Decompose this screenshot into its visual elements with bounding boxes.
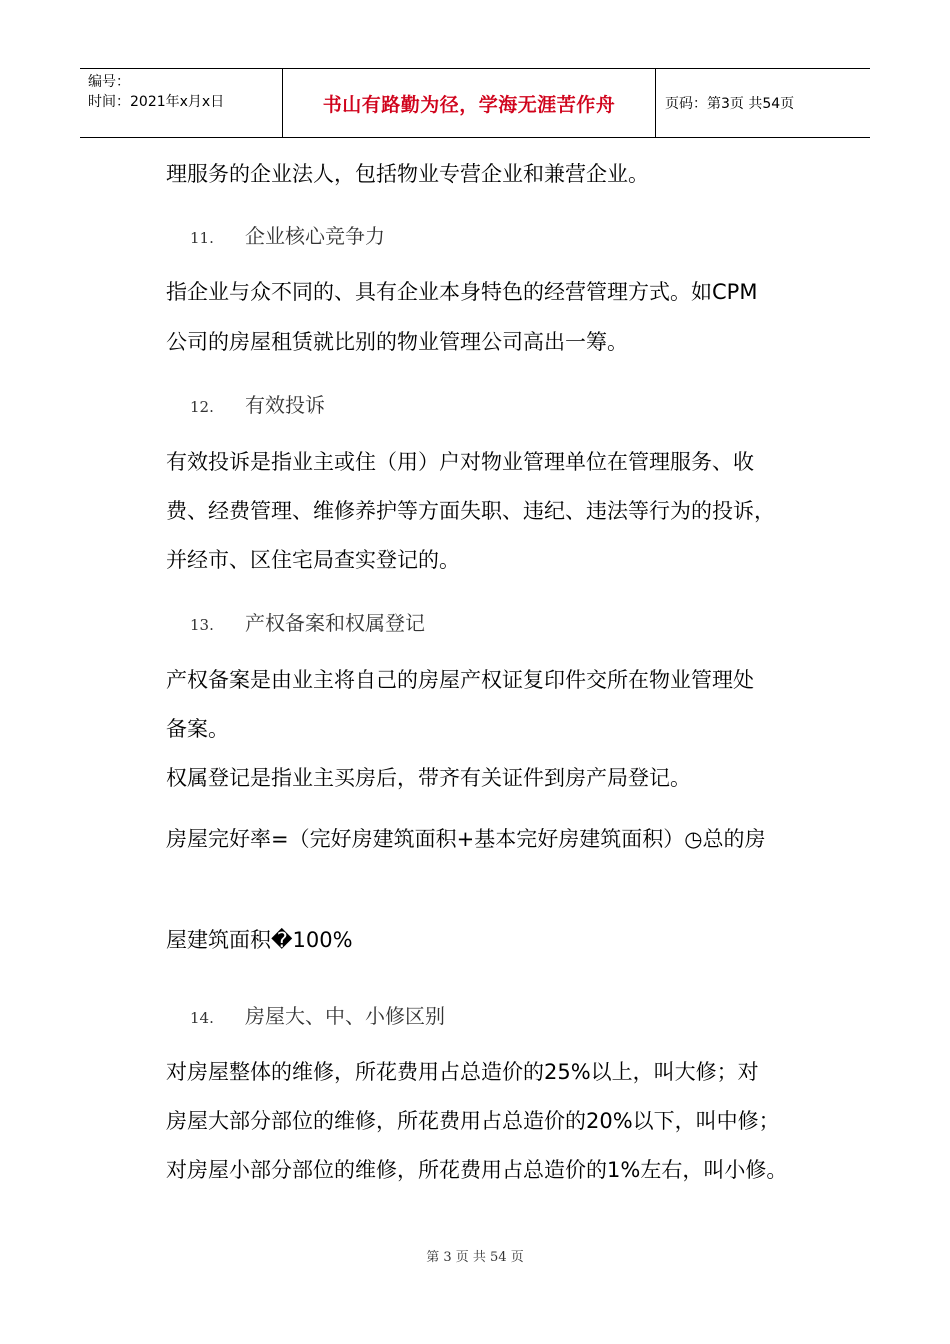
doc-number-label: 编号： [88,74,130,90]
body-line: 指企业与众不同的、具有企业本身特色的经营管理方式。如CPM [166,280,758,304]
section-number: 11. [190,229,214,247]
document-header [80,68,870,138]
body-line: 并经市、区住宅局查实登记的。 [166,548,460,572]
section-number: 12. [190,398,214,416]
header-page-info: 页码：第3页 共54页 [665,96,795,112]
section-title: 企业核心竞争力 [245,224,385,248]
section-heading-12 [190,389,325,418]
body-line: 对房屋小部分部位的维修，所花费用占总造价的1%左右，叫小修。 [166,1158,788,1182]
body-line: 费、经费管理、维修养护等方面失职、违纪、违法等行为的投诉， [166,499,775,523]
section-heading-13 [190,607,425,636]
section-number: 13. [190,616,214,634]
doc-time-label: 时间：2021年x月x日 [88,94,225,110]
section-title: 有效投诉 [245,393,325,417]
section-number: 14. [190,1009,214,1027]
body-line: 有效投诉是指业主或住（用）户对物业管理单位在管理服务、收 [166,450,754,474]
section-title: 房屋大、中、小修区别 [245,1004,445,1028]
body-line: 备案。 [166,717,229,741]
header-meta [80,69,282,137]
body-line: 对房屋整体的维修，所花费用占总造价的25%以上，叫大修；对 [166,1060,759,1084]
section-heading-14 [190,1000,445,1029]
section-heading-11 [190,220,385,249]
header-motto: 书山有路勤为径，学海无涯苦作舟 [322,93,616,116]
body-line: 理服务的企业法人，包括物业专营企业和兼营企业。 [166,162,649,186]
page-footer: 第 3 页 共 54 页 [426,1250,524,1265]
formula-line: 屋建筑面积�100% [166,928,353,952]
formula-line: 房屋完好率=（完好房建筑面积+基本完好房建筑面积）◷总的房 [166,827,766,851]
body-line: 公司的房屋租赁就比别的物业管理公司高出一筹。 [166,330,628,354]
header-motto-cell [282,69,656,137]
body-line: 产权备案是由业主将自己的房屋产权证复印件交所在物业管理处 [166,668,754,692]
body-line: 权属登记是指业主买房后，带齐有关证件到房产局登记。 [166,766,691,790]
body-line: 房屋大部分部位的维修，所花费用占总造价的20%以下，叫中修； [166,1109,780,1133]
section-title: 产权备案和权属登记 [245,611,425,635]
